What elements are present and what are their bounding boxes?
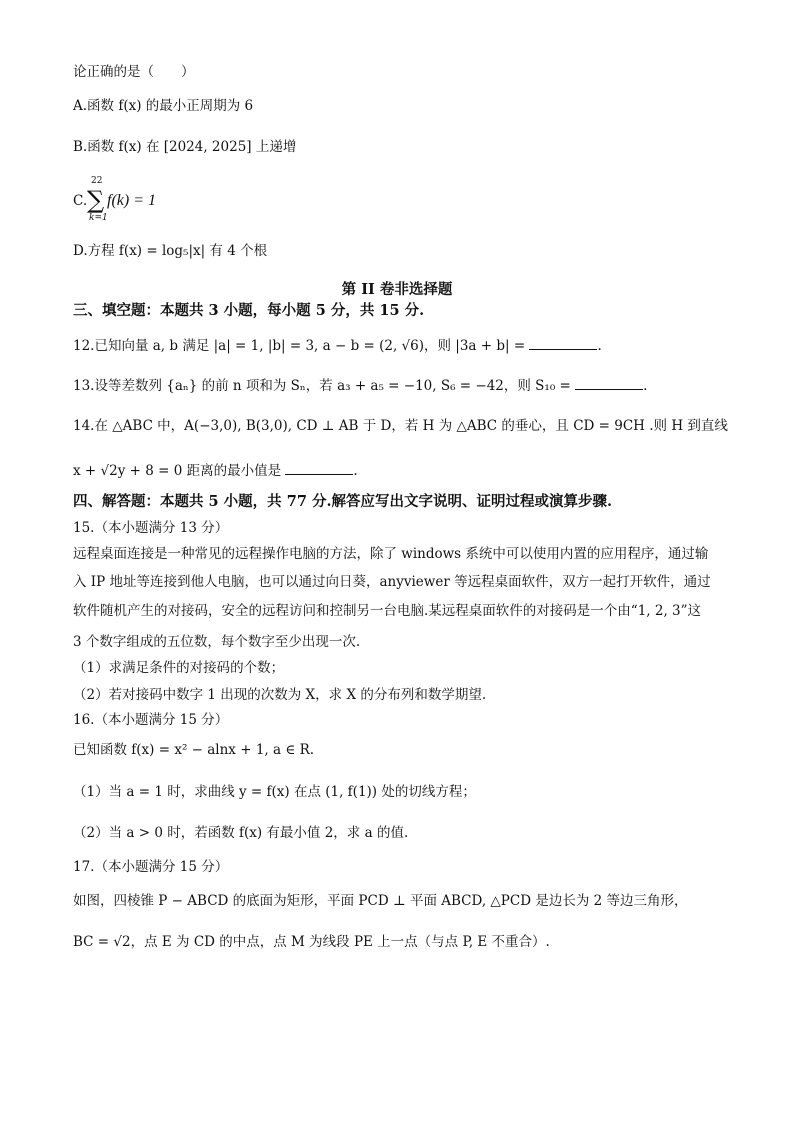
q16-paragraph-1: 已知函数 f(x) = x² − alnx + 1, a ∈ R. xyxy=(73,742,315,758)
part-three-heading: 三、填空题：本题共 3 小题，每小题 5 分，共 15 分. xyxy=(73,302,425,319)
answer-blank xyxy=(285,462,353,475)
question-13 xyxy=(73,377,647,394)
question-14-end: . xyxy=(353,463,358,479)
section-title: 第 II 卷非选择题 xyxy=(341,281,453,298)
q15-subquestion-1: （1）求满足条件的对接码的个数； xyxy=(73,660,285,676)
question-14-line-1: 14.在 △ABC 中，A(−3,0), B(3,0), CD ⊥ AB 于 D，若 H 为 △ABC 的垂心，且 CD = 9CH .则 H 到直线 xyxy=(73,418,728,434)
q16-heading: 16.（本小题满分 15 分） xyxy=(73,712,229,728)
option-c xyxy=(73,176,273,226)
question-12-end: . xyxy=(597,338,602,354)
question-13-text: 13.设等差数列 {aₙ} 的前 n 项和为 Sₙ，若 a₃ + a₅ = −10, S₆ = −42，则 S₁₀ = xyxy=(73,378,571,394)
q15-heading: 15.（本小题满分 13 分） xyxy=(73,520,229,536)
q17-paragraph-2: BC = √2，点 E 为 CD 的中点，点 M 为线段 PE 上一点（与点 P, E 不重合）. xyxy=(73,934,550,950)
option-d: D.方程 f(x) = log₅|x| 有 4 个根 xyxy=(73,243,268,259)
q15-paragraph-3: 软件随机产生的对接码，安全的远程访问和控制另一台电脑.某远程桌面软件的对接码是一个由“1, 2, 3”这 xyxy=(73,603,702,619)
sum-upper-limit: 22 xyxy=(91,176,103,186)
question-13-end: . xyxy=(643,378,648,394)
q16-subquestion-1: （1）当 a = 1 时，求曲线 y = f(x) 在点 (1, f(1)) 处的切线方程； xyxy=(73,784,476,800)
q15-paragraph-2: 入 IP 地址等连接到他人电脑，也可以通过向日葵，anyviewer 等远程桌面软件，双方一起打开软件，通过 xyxy=(73,574,711,590)
question-12-text: 12.已知向量 a, b 满足 |a| = 1, |b| = 3, a − b = (2, √6)，则 |3a + b| = xyxy=(73,338,526,354)
q16-subquestion-2: （2）当 a > 0 时，若函数 f(x) 有最小值 2，求 a 的值. xyxy=(73,825,409,841)
answer-blank xyxy=(529,337,597,350)
q17-paragraph-1: 如图，四棱锥 P − ABCD 的底面为矩形，平面 PCD ⊥ 平面 ABCD, △PCD 是边长为 2 等边三角形， xyxy=(73,893,688,909)
q17-heading: 17.（本小题满分 15 分） xyxy=(73,859,229,875)
option-a: A.函数 f(x) 的最小正周期为 6 xyxy=(73,98,254,114)
part-four-heading: 四、解答题：本题共 5 小题，共 77 分.解答应写出文字说明、证明过程或演算步骤. xyxy=(73,493,613,510)
question-14-text: x + √2y + 8 = 0 距离的最小值是 xyxy=(73,463,282,479)
sum-lower-limit: k=1 xyxy=(89,213,108,223)
question-12 xyxy=(73,337,602,354)
sigma-symbol: ∑ xyxy=(87,186,105,214)
answer-blank xyxy=(575,377,643,390)
option-intro-line: 论正确的是（ ） xyxy=(73,64,195,80)
question-14-line-2 xyxy=(73,462,358,479)
sum-expression: f(k) = 1 xyxy=(107,192,156,209)
q15-paragraph-4: 3 个数字组成的五位数，每个数字至少出现一次. xyxy=(73,634,361,650)
option-b: B.函数 f(x) 在 [2024, 2025] 上递增 xyxy=(73,139,297,155)
q15-subquestion-2: （2）若对接码中数字 1 出现的次数为 X，求 X 的分布列和数学期望. xyxy=(73,687,487,703)
option-c-label: C. xyxy=(73,193,88,209)
q15-paragraph-1: 远程桌面连接是一种常见的远程操作电脑的方法，除了 windows 系统中可以使用内置的应用程序，通过输 xyxy=(73,546,709,562)
